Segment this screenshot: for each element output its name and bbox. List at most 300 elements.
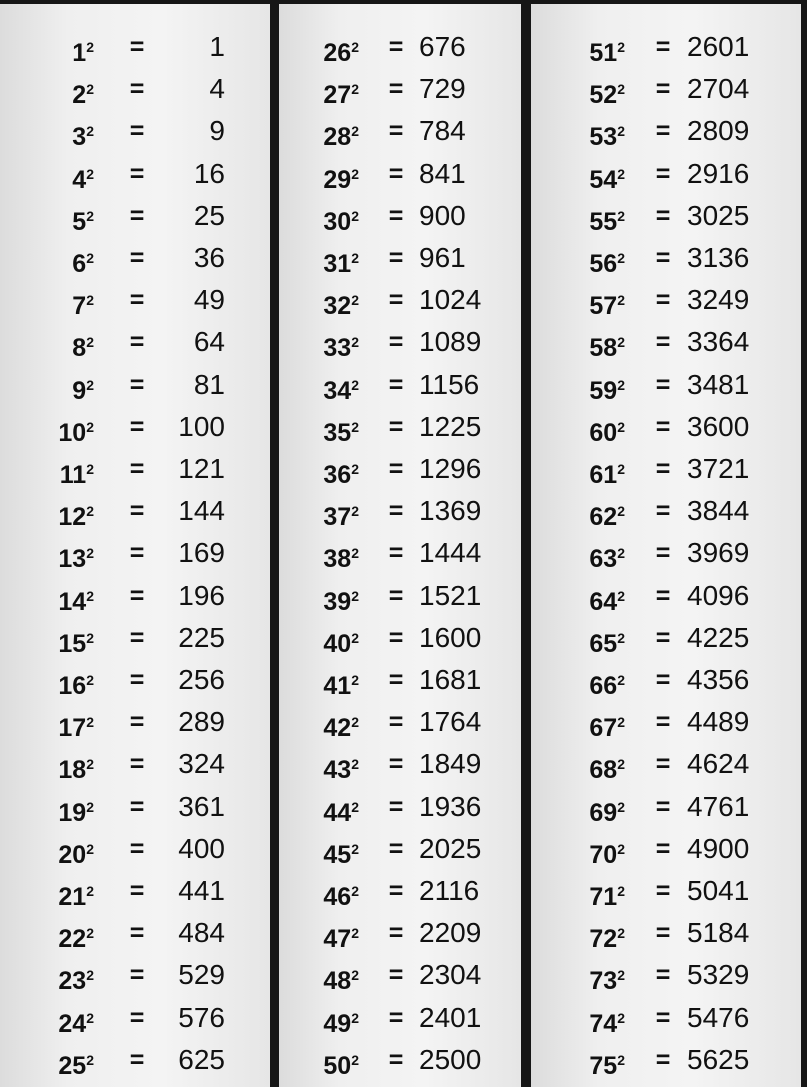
base-digits: 66: [589, 672, 618, 700]
exponent: 2: [617, 81, 625, 98]
exponent: 2: [86, 376, 94, 393]
equals-sign: =: [388, 497, 404, 526]
base-number: [323, 284, 359, 322]
exponent: 2: [86, 165, 94, 182]
base-digits: 23: [58, 967, 87, 996]
square-value: 676: [419, 31, 466, 62]
exponent: 2: [351, 545, 359, 562]
square-value: 3249: [687, 284, 750, 316]
square-value: 5041: [687, 875, 750, 906]
base-digits: 72: [589, 925, 618, 954]
exponent: 2: [86, 756, 94, 773]
equals-sign: =: [388, 201, 404, 230]
exponent: 2: [351, 925, 359, 942]
base-number: [323, 706, 359, 744]
exponent: 2: [86, 81, 94, 98]
base-digits: 27: [323, 81, 352, 110]
exponent: 2: [617, 925, 625, 942]
equals-sign: =: [129, 792, 145, 821]
equals-sign: =: [655, 244, 671, 272]
square-row: [531, 829, 801, 871]
base-digits: 30: [323, 207, 352, 236]
base-number: [58, 917, 94, 955]
base-number: [323, 326, 359, 364]
exponent: 2: [351, 418, 359, 435]
square-value: 441: [178, 875, 225, 906]
base-digits: 47: [323, 925, 352, 954]
square-row: [531, 744, 801, 786]
base-number: [589, 959, 625, 997]
square-value: 225: [178, 621, 225, 653]
base-digits: 41: [323, 672, 352, 700]
square-value: 1089: [419, 326, 482, 358]
square-value: 2025: [419, 832, 482, 864]
exponent: 2: [617, 250, 625, 266]
equals-sign: =: [129, 117, 145, 146]
square-row: [531, 618, 801, 660]
square-row: [0, 491, 270, 533]
exponent: 2: [86, 461, 94, 477]
base-digits: 22: [58, 925, 87, 954]
square-value: 100: [178, 410, 225, 442]
equals-sign: =: [129, 455, 145, 483]
base-digits: 5: [72, 207, 87, 236]
base-number: [58, 1044, 94, 1082]
base-digits: 12: [58, 503, 87, 532]
base-digits: 37: [323, 503, 352, 532]
square-row: [531, 365, 801, 407]
exponent: 2: [351, 165, 359, 182]
base-digits: 36: [323, 461, 352, 489]
exponent: 2: [86, 334, 94, 351]
square-value: 36: [193, 242, 225, 273]
base-digits: 48: [323, 967, 352, 996]
equals-sign: =: [655, 750, 671, 779]
equals-sign: =: [388, 328, 404, 357]
base-number: [589, 242, 625, 280]
exponent: 2: [86, 714, 94, 731]
square-row: [531, 491, 801, 533]
equals-sign: =: [129, 286, 145, 315]
square-value: 144: [178, 495, 225, 527]
base-number: [58, 580, 94, 618]
base-digits: 7: [72, 292, 87, 321]
base-number: [589, 453, 625, 491]
square-value: 3364: [687, 326, 750, 358]
exponent: 2: [86, 629, 94, 646]
square-row: [531, 1040, 801, 1082]
column-26-to-50: [279, 4, 521, 1087]
square-value: 2704: [687, 73, 750, 105]
square-row: [531, 702, 801, 744]
square-value: 5476: [687, 1001, 750, 1033]
exponent: 2: [351, 461, 359, 477]
exponent: 2: [617, 798, 625, 815]
base-number: [589, 495, 625, 533]
exponent: 2: [86, 798, 94, 815]
exponent: 2: [351, 292, 359, 309]
exponent: 2: [86, 967, 94, 984]
base-digits: 2: [72, 81, 87, 110]
equals-sign: =: [655, 834, 671, 863]
base-number: [589, 1044, 625, 1082]
equals-sign: =: [655, 117, 671, 146]
base-digits: 54: [589, 165, 618, 194]
equals-sign: =: [129, 666, 145, 694]
square-value: 1296: [419, 453, 482, 484]
base-digits: 29: [323, 165, 352, 194]
square-row: [279, 365, 521, 407]
square-value: 25: [193, 199, 225, 231]
square-row: [531, 449, 801, 491]
equals-sign: =: [129, 623, 145, 652]
base-number: [58, 875, 94, 913]
column-51-to-75: [531, 4, 801, 1087]
square-row: [0, 998, 270, 1040]
square-value: 324: [178, 748, 225, 780]
base-number: [589, 748, 625, 786]
exponent: 2: [86, 250, 94, 266]
base-number: [72, 284, 94, 322]
square-row: [0, 154, 270, 196]
base-number: [589, 580, 625, 618]
base-number: [589, 622, 625, 660]
base-digits: 26: [323, 39, 352, 67]
exponent: 2: [86, 1051, 94, 1068]
exponent: 2: [351, 1009, 359, 1026]
exponent: 2: [351, 672, 359, 688]
exponent: 2: [86, 545, 94, 562]
square-row: [279, 238, 521, 280]
equals-sign: =: [655, 539, 671, 568]
square-row: [0, 1040, 270, 1082]
base-number: [589, 791, 625, 829]
square-value: 4489: [687, 706, 750, 738]
base-number: [72, 200, 94, 238]
square-value: 3136: [687, 242, 750, 273]
exponent: 2: [86, 883, 94, 899]
square-value: 256: [178, 664, 225, 695]
base-digits: 46: [323, 883, 352, 911]
square-value: 1521: [419, 579, 482, 611]
square-row: [531, 154, 801, 196]
equals-sign: =: [129, 1045, 145, 1074]
exponent: 2: [351, 967, 359, 984]
square-value: 5329: [687, 959, 750, 991]
square-value: 1369: [419, 495, 482, 527]
base-digits: 25: [58, 1051, 87, 1080]
square-row: [531, 280, 801, 322]
base-number: [58, 622, 94, 660]
square-row: [279, 829, 521, 871]
square-row: [0, 111, 270, 153]
base-number: [589, 917, 625, 955]
base-number: [323, 791, 359, 829]
equals-sign: =: [655, 961, 671, 990]
base-number: [72, 73, 94, 111]
square-row: [0, 365, 270, 407]
square-value: 1225: [419, 410, 482, 442]
exponent: 2: [86, 840, 94, 857]
equals-sign: =: [655, 201, 671, 230]
equals-sign: =: [129, 877, 145, 905]
base-digits: 58: [589, 334, 618, 363]
square-value: 2809: [687, 115, 750, 147]
square-row: [279, 154, 521, 196]
base-digits: 24: [58, 1009, 87, 1038]
exponent: 2: [86, 1009, 94, 1026]
square-row: [0, 407, 270, 449]
base-number: [323, 959, 359, 997]
base-digits: 6: [72, 250, 87, 278]
base-number: [323, 453, 359, 491]
exponent: 2: [351, 39, 359, 55]
base-digits: 69: [589, 798, 618, 827]
base-number: [589, 664, 625, 702]
base-number: [323, 115, 359, 153]
square-row: [0, 618, 270, 660]
base-digits: 74: [589, 1009, 618, 1038]
square-row: [531, 660, 801, 702]
equals-sign: =: [655, 497, 671, 526]
base-digits: 60: [589, 418, 618, 447]
exponent: 2: [351, 123, 359, 140]
exponent: 2: [351, 756, 359, 773]
square-row: [0, 955, 270, 997]
equals-sign: =: [388, 1003, 404, 1032]
square-row: [0, 238, 270, 280]
base-number: [589, 1002, 625, 1040]
square-row: [279, 491, 521, 533]
square-row: [531, 871, 801, 913]
square-value: 3025: [687, 199, 750, 231]
square-row: [0, 829, 270, 871]
square-row: [0, 449, 270, 491]
equals-sign: =: [655, 33, 671, 61]
base-digits: 71: [589, 883, 618, 911]
exponent: 2: [351, 629, 359, 646]
square-value: 1849: [419, 748, 482, 780]
exponent: 2: [617, 503, 625, 520]
base-digits: 13: [58, 545, 87, 574]
base-number: [58, 537, 94, 575]
base-digits: 33: [323, 334, 352, 363]
equals-sign: =: [129, 834, 145, 863]
base-number: [589, 875, 625, 913]
square-row: [0, 69, 270, 111]
exponent: 2: [351, 334, 359, 351]
base-digits: 70: [589, 840, 618, 869]
exponent: 2: [617, 545, 625, 562]
equals-sign: =: [129, 370, 145, 399]
equals-sign: =: [655, 1003, 671, 1032]
base-digits: 68: [589, 756, 618, 785]
exponent: 2: [617, 376, 625, 393]
square-row: [0, 533, 270, 575]
equals-sign: =: [388, 581, 404, 610]
square-value: 5625: [687, 1043, 750, 1075]
exponent: 2: [617, 672, 625, 688]
base-digits: 59: [589, 376, 618, 405]
base-digits: 62: [589, 503, 618, 532]
base-number: [589, 200, 625, 238]
equals-sign: =: [655, 919, 671, 948]
square-row: [0, 871, 270, 913]
base-digits: 65: [589, 629, 618, 658]
square-row: [279, 407, 521, 449]
base-digits: 15: [58, 629, 87, 658]
base-number: [323, 580, 359, 618]
equals-sign: =: [129, 581, 145, 610]
square-value: 1: [209, 31, 225, 62]
square-row: [531, 913, 801, 955]
base-digits: 10: [58, 418, 87, 447]
square-row: [531, 27, 801, 69]
exponent: 2: [617, 123, 625, 140]
square-value: 49: [193, 284, 225, 316]
base-number: [58, 959, 94, 997]
base-number: [58, 833, 94, 871]
square-row: [279, 111, 521, 153]
base-number: [323, 664, 359, 702]
square-value: 3481: [687, 368, 750, 400]
base-digits: 9: [72, 376, 87, 405]
square-row: [279, 871, 521, 913]
square-row: [531, 69, 801, 111]
square-row: [279, 322, 521, 364]
square-row: [0, 576, 270, 618]
square-value: 1936: [419, 790, 482, 822]
equals-sign: =: [655, 708, 671, 737]
base-number: [323, 1002, 359, 1040]
exponent: 2: [86, 292, 94, 309]
square-row: [279, 449, 521, 491]
base-number: [323, 369, 359, 407]
base-digits: 67: [589, 714, 618, 743]
base-number: [58, 748, 94, 786]
exponent: 2: [351, 587, 359, 604]
equals-sign: =: [655, 75, 671, 104]
exponent: 2: [617, 714, 625, 731]
equals-sign: =: [388, 877, 404, 905]
square-value: 121: [178, 453, 225, 484]
base-digits: 44: [323, 798, 352, 827]
base-digits: 57: [589, 292, 618, 321]
square-value: 400: [178, 832, 225, 864]
base-number: [60, 453, 94, 491]
equals-sign: =: [129, 33, 145, 61]
exponent: 2: [617, 418, 625, 435]
square-value: 3844: [687, 495, 750, 527]
base-digits: 61: [589, 461, 618, 489]
equals-sign: =: [388, 159, 404, 188]
square-row: [279, 533, 521, 575]
equals-sign: =: [655, 581, 671, 610]
base-digits: 17: [58, 714, 87, 743]
square-value: 2116: [419, 875, 480, 906]
exponent: 2: [617, 840, 625, 857]
square-value: 361: [178, 790, 225, 822]
square-value: 961: [419, 242, 466, 273]
base-digits: 52: [589, 81, 618, 110]
equals-sign: =: [129, 919, 145, 948]
exponent: 2: [617, 334, 625, 351]
base-number: [323, 200, 359, 238]
square-value: 64: [193, 326, 225, 358]
base-number: [58, 495, 94, 533]
base-digits: 11: [59, 461, 87, 489]
equals-sign: =: [388, 834, 404, 863]
exponent: 2: [351, 714, 359, 731]
base-digits: 32: [323, 292, 352, 321]
base-digits: 45: [323, 840, 352, 869]
base-digits: 14: [58, 587, 87, 616]
base-number: [58, 664, 94, 702]
square-value: 576: [178, 1001, 225, 1033]
square-value: 2401: [419, 1001, 482, 1033]
square-value: 2304: [419, 959, 482, 991]
square-value: 4356: [687, 664, 750, 695]
square-value: 169: [178, 537, 225, 569]
exponent: 2: [351, 207, 359, 224]
base-digits: 18: [58, 756, 87, 785]
square-value: 1444: [419, 537, 482, 569]
square-row: [279, 1040, 521, 1082]
base-number: [589, 284, 625, 322]
base-number: [72, 31, 94, 69]
base-number: [323, 748, 359, 786]
square-row: [531, 196, 801, 238]
square-value: 4: [209, 73, 225, 105]
exponent: 2: [617, 967, 625, 984]
square-value: 2916: [687, 157, 750, 189]
equals-sign: =: [388, 919, 404, 948]
exponent: 2: [617, 207, 625, 224]
base-digits: 75: [589, 1051, 618, 1080]
base-digits: 35: [323, 418, 352, 447]
equals-sign: =: [388, 792, 404, 821]
equals-sign: =: [129, 328, 145, 357]
base-number: [589, 833, 625, 871]
square-value: 2601: [687, 31, 750, 62]
square-value: 1156: [419, 368, 480, 400]
square-value: 484: [178, 917, 225, 949]
square-value: 289: [178, 706, 225, 738]
exponent: 2: [617, 1051, 625, 1068]
equals-sign: =: [129, 244, 145, 272]
equals-sign: =: [655, 1045, 671, 1074]
equals-sign: =: [388, 708, 404, 737]
square-row: [0, 787, 270, 829]
square-value: 1024: [419, 284, 482, 316]
exponent: 2: [86, 925, 94, 942]
exponent: 2: [617, 1009, 625, 1026]
base-number: [589, 158, 625, 196]
exponent: 2: [617, 461, 625, 477]
equals-sign: =: [388, 539, 404, 568]
base-number: [72, 158, 94, 196]
base-digits: 19: [58, 798, 87, 827]
base-number: [323, 833, 359, 871]
exponent: 2: [86, 418, 94, 435]
base-digits: 40: [323, 629, 352, 658]
square-value: 4225: [687, 621, 750, 653]
base-number: [323, 875, 359, 913]
square-value: 529: [178, 959, 225, 991]
square-row: [531, 533, 801, 575]
exponent: 2: [351, 81, 359, 98]
base-number: [58, 791, 94, 829]
